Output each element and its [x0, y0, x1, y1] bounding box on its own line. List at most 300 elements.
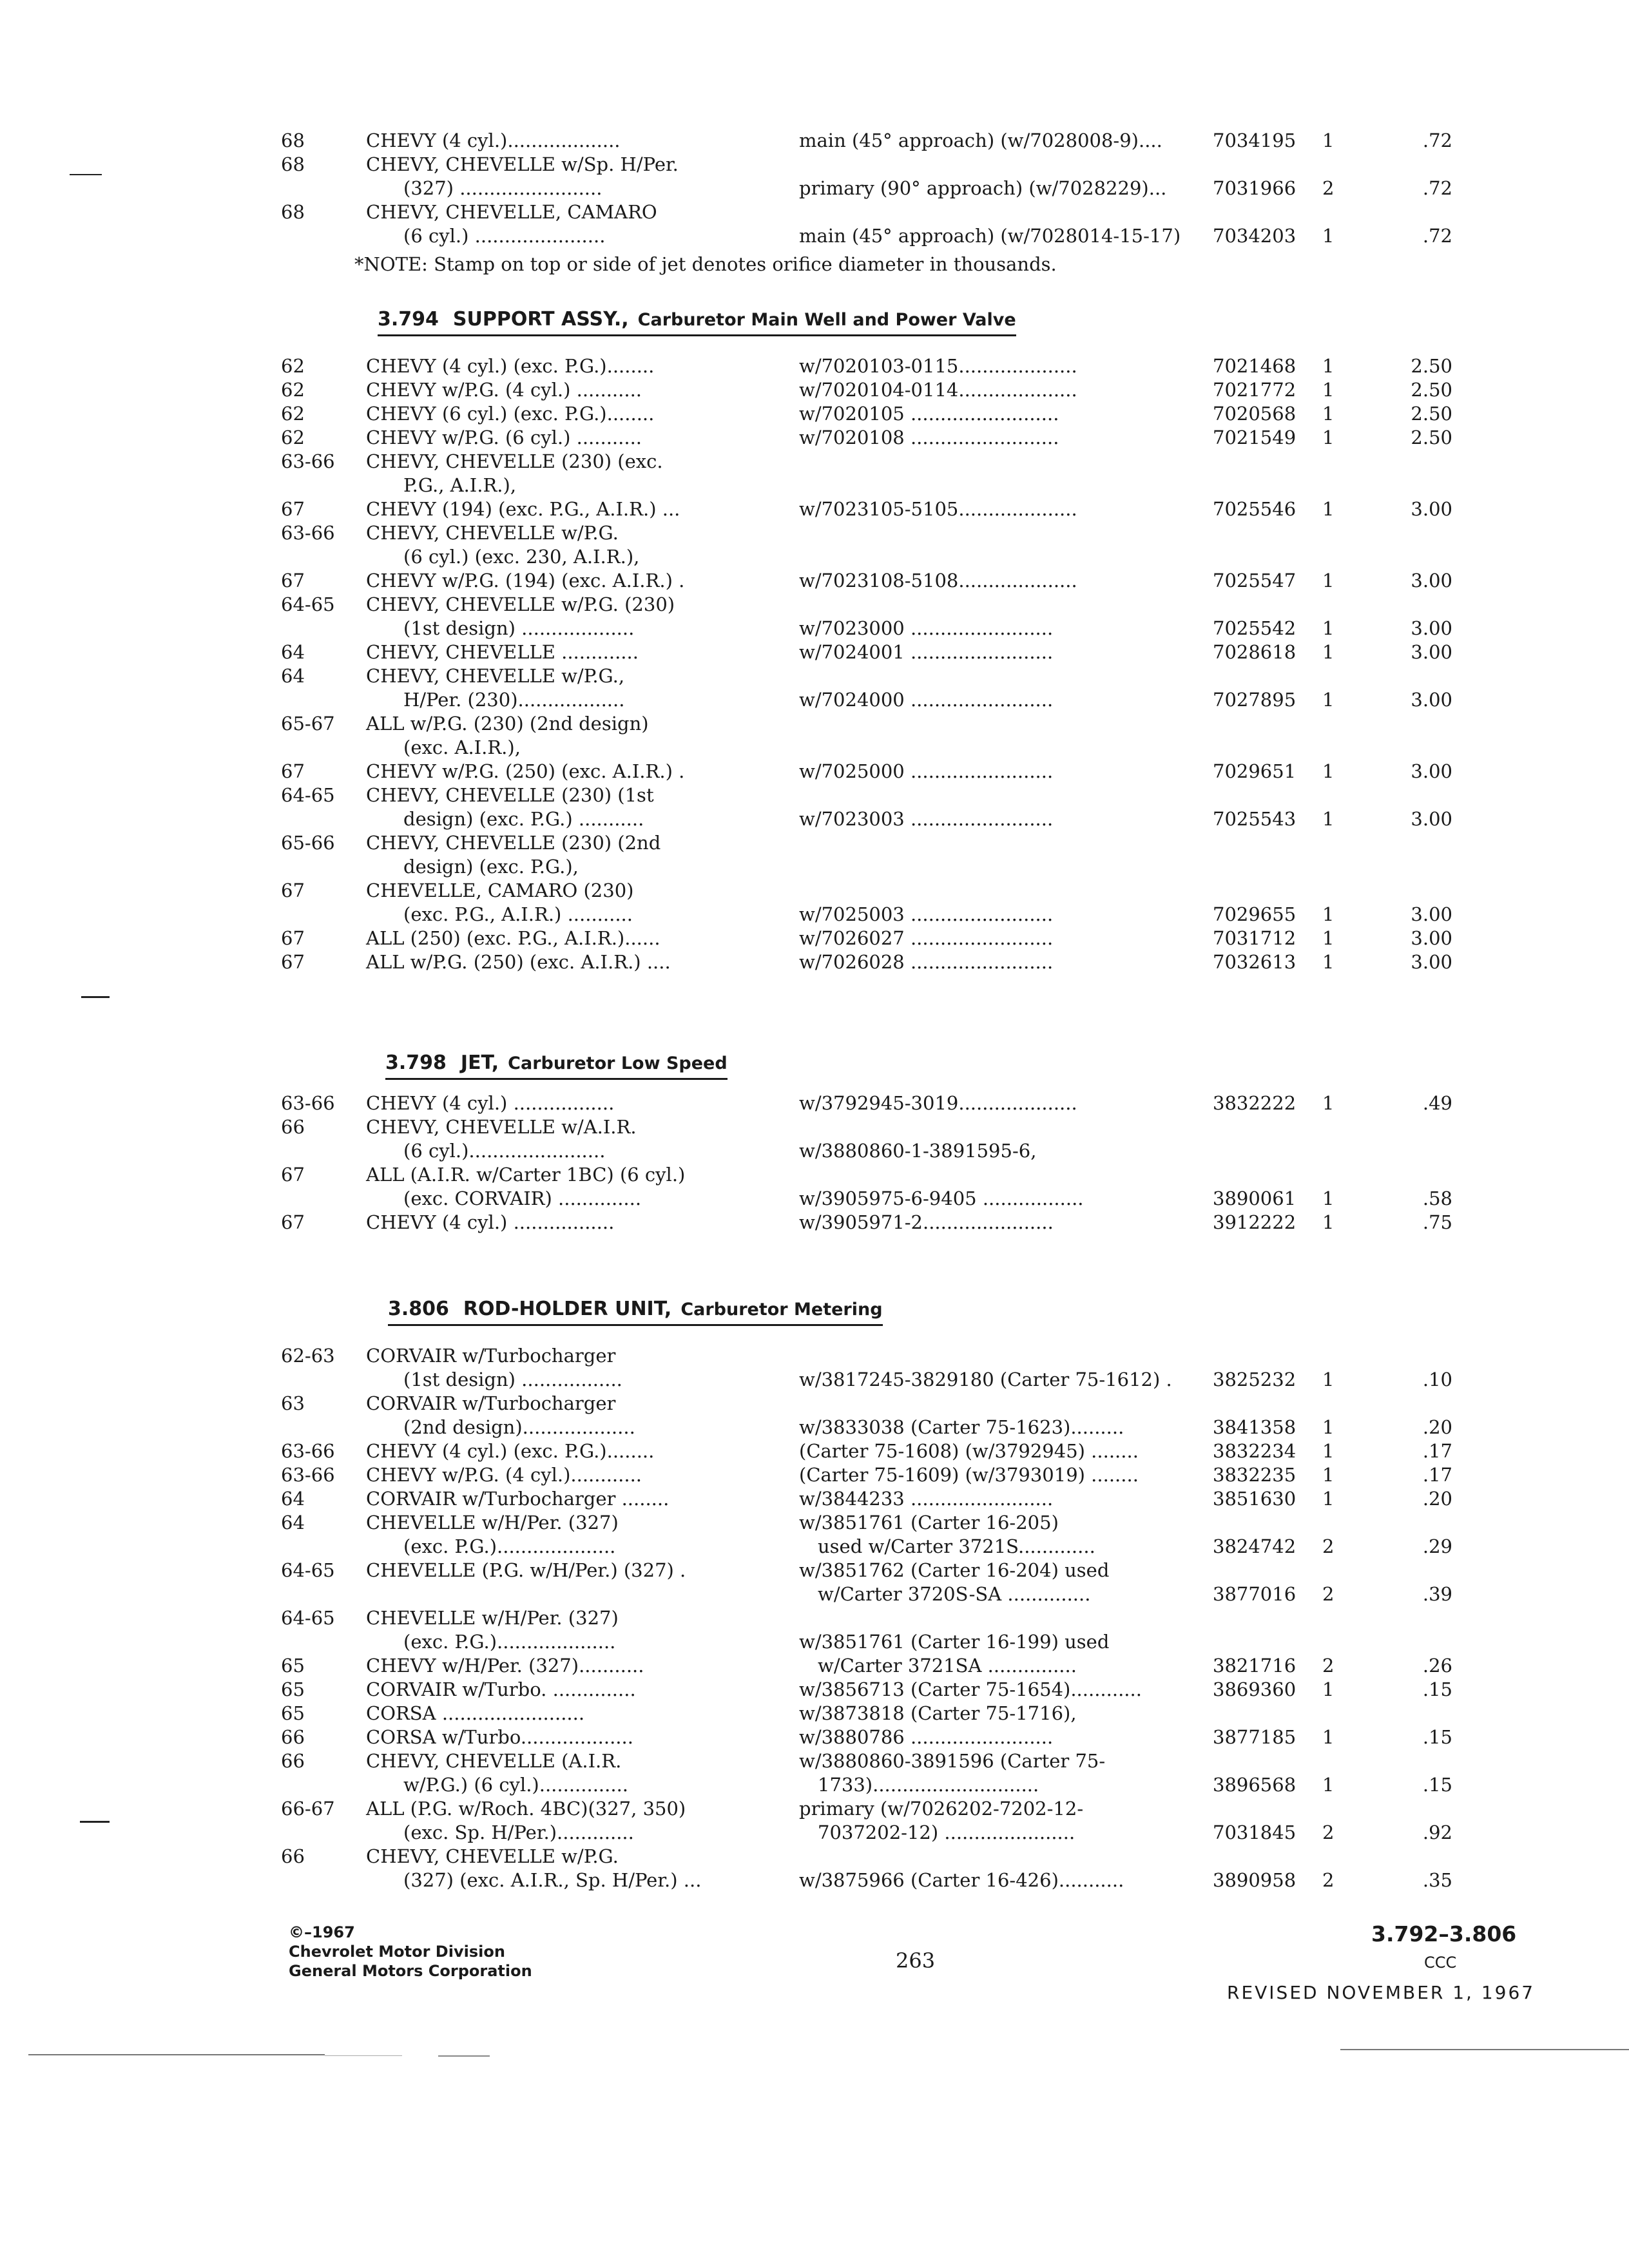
parts-row-continuation — [0, 1367, 1629, 1392]
description-cell: CHEVY, CHEVELLE w/P.G., — [366, 665, 625, 687]
note-text: *NOTE: Stamp on top or side of jet denotes orifice diameter in thousands. — [354, 253, 1057, 275]
description-cell: CORVAIR w/Turbocharger — [366, 1392, 616, 1414]
part-number-cell: 3912222 — [1213, 1211, 1296, 1233]
parts-row-continuation — [0, 687, 1629, 713]
quantity-cell: 1 — [1322, 617, 1335, 639]
parts-row-continuation — [0, 223, 1629, 249]
price-cell: .58 — [1422, 1187, 1452, 1209]
application-cell: w/3880860-3891596 (Carter 75- — [799, 1750, 1106, 1772]
description-cell: (1st design) ................... — [366, 617, 635, 639]
part-number-cell: 3821716 — [1213, 1655, 1296, 1677]
section-title-3806 — [388, 1296, 883, 1326]
part-number-cell: 7032613 — [1213, 951, 1296, 973]
parts-row — [0, 568, 1629, 593]
parts-row — [0, 830, 1629, 856]
quantity-cell: 1 — [1322, 225, 1335, 247]
parts-row — [0, 1748, 1629, 1774]
section-number: 3.794 — [378, 308, 439, 331]
year-cell: 67 — [281, 1164, 305, 1186]
parts-row-continuation — [0, 175, 1629, 201]
description-cell: CHEVY, CHEVELLE w/A.I.R. — [366, 1116, 637, 1138]
price-cell: 2.50 — [1411, 355, 1452, 377]
part-number-cell: 7025543 — [1213, 808, 1296, 830]
part-number-cell: 3890958 — [1213, 1869, 1296, 1891]
part-number-cell: 7025542 — [1213, 617, 1296, 639]
part-number-cell: 7029655 — [1213, 903, 1296, 925]
application-cell: w/3817245-3829180 (Carter 75-1612) . — [799, 1369, 1172, 1390]
description-cell: ALL (P.G. w/Roch. 4BC)(327, 350) — [366, 1798, 686, 1820]
quantity-cell: 1 — [1322, 1416, 1335, 1438]
section-title-3798 — [385, 1050, 728, 1080]
year-cell: 67 — [281, 927, 305, 949]
section-name: SUPPORT ASSY., — [452, 308, 629, 331]
description-cell: CHEVY w/H/Per. (327)........... — [366, 1655, 644, 1677]
application-cell: used w/Carter 3721S............. — [799, 1535, 1095, 1557]
application-cell: w/3880786 ........................ — [799, 1726, 1054, 1748]
parts-row-continuation — [0, 854, 1629, 879]
part-number-cell: 7021468 — [1213, 355, 1296, 377]
application-cell: w/3873818 (Carter 75-1716), — [799, 1702, 1077, 1724]
application-cell: w/3792945-3019.................... — [799, 1092, 1077, 1114]
price-cell: 3.00 — [1411, 808, 1452, 830]
parts-row — [0, 1438, 1629, 1464]
year-cell: 64 — [281, 1512, 305, 1533]
year-cell: 64-65 — [281, 1559, 335, 1581]
price-cell: .15 — [1422, 1726, 1452, 1748]
description-cell: H/Per. (230).................. — [366, 689, 625, 711]
description-cell: CHEVY, CHEVELLE ............. — [366, 641, 639, 663]
parts-row-continuation — [0, 1867, 1629, 1893]
group-range: 3.792–3.806 — [1371, 1921, 1517, 1946]
quantity-cell: 1 — [1322, 403, 1335, 425]
description-cell: (6 cyl.)....................... — [366, 1140, 606, 1162]
part-number-cell: 3890061 — [1213, 1187, 1296, 1209]
year-cell: 65 — [281, 1678, 305, 1700]
application-cell: w/7025000 ........................ — [799, 760, 1054, 782]
year-cell: 62-63 — [281, 1345, 335, 1367]
description-cell: CHEVY, CHEVELLE w/P.G. — [366, 1845, 619, 1867]
description-cell: CHEVY w/P.G. (4 cyl.)............ — [366, 1464, 642, 1486]
quantity-cell: 2 — [1322, 1535, 1335, 1557]
quantity-cell: 1 — [1322, 427, 1335, 448]
price-cell: .39 — [1422, 1583, 1452, 1605]
parts-row-continuation — [0, 1820, 1629, 1845]
description-cell: CHEVY w/P.G. (6 cyl.) ........... — [366, 427, 642, 448]
year-cell: 66 — [281, 1726, 305, 1748]
application-cell: main (45° approach) (w/7028008-9).... — [799, 130, 1162, 151]
price-cell: .17 — [1422, 1464, 1452, 1486]
description-cell: ALL w/P.G. (250) (exc. A.I.R.) .... — [366, 951, 671, 973]
description-cell: CHEVELLE w/H/Per. (327) — [366, 1512, 619, 1533]
catalog-code: CCC — [1424, 1954, 1457, 1972]
year-cell: 63 — [281, 1392, 305, 1414]
description-cell: CHEVY w/P.G. (250) (exc. A.I.R.) . — [366, 760, 685, 782]
price-cell: .35 — [1422, 1869, 1452, 1891]
parts-row — [0, 520, 1629, 546]
quantity-cell: 1 — [1322, 1678, 1335, 1700]
description-cell: (6 cyl.) (exc. 230, A.I.R.), — [366, 546, 640, 568]
application-cell: w/7024001 ........................ — [799, 641, 1054, 663]
part-number-cell: 7025546 — [1213, 498, 1296, 520]
parts-row-continuation — [0, 806, 1629, 832]
description-cell: (6 cyl.) ...................... — [366, 225, 606, 247]
corporation-text: General Motors Corporation — [289, 1962, 532, 1980]
part-number-cell: 7027895 — [1213, 689, 1296, 711]
application-cell: w/7026028 ........................ — [799, 951, 1054, 973]
parts-row — [0, 878, 1629, 903]
price-cell: 3.00 — [1411, 641, 1452, 663]
year-cell: 63-66 — [281, 1440, 335, 1462]
quantity-cell: 2 — [1322, 1583, 1335, 1605]
description-cell: CHEVY, CHEVELLE (230) (exc. — [366, 450, 663, 472]
quantity-cell: 1 — [1322, 951, 1335, 973]
quantity-cell: 1 — [1322, 130, 1335, 151]
application-cell: main (45° approach) (w/7028014-15-17) — [799, 225, 1181, 247]
description-cell: ALL (A.I.R. w/Carter 1BC) (6 cyl.) — [366, 1164, 686, 1186]
year-cell: 63-66 — [281, 1092, 335, 1114]
year-cell: 66 — [281, 1750, 305, 1772]
application-cell: w/3905971-2...................... — [799, 1211, 1054, 1233]
application-cell: w/3851761 (Carter 16-199) used — [799, 1631, 1110, 1653]
part-number-cell: 3832222 — [1213, 1092, 1296, 1114]
description-cell: CHEVY (4 cyl.) ................. — [366, 1092, 615, 1114]
year-cell: 64-65 — [281, 593, 335, 615]
parts-row — [0, 1462, 1629, 1488]
parts-row — [0, 1843, 1629, 1869]
parts-row — [0, 1510, 1629, 1535]
description-cell: CORSA w/Turbo................... — [366, 1726, 633, 1748]
quantity-cell: 1 — [1322, 1092, 1335, 1114]
parts-row-continuation — [0, 1414, 1629, 1440]
parts-row — [0, 639, 1629, 665]
section-number: 3.798 — [385, 1052, 447, 1074]
quantity-cell: 1 — [1322, 1488, 1335, 1510]
application-cell: w/3880860-1-3891595-6, — [799, 1140, 1037, 1162]
quantity-cell: 1 — [1322, 760, 1335, 782]
parts-row — [0, 663, 1629, 689]
parts-row — [0, 1090, 1629, 1116]
year-cell: 66 — [281, 1845, 305, 1867]
price-cell: 3.00 — [1411, 617, 1452, 639]
parts-row — [0, 199, 1629, 225]
part-number-cell: 7029651 — [1213, 760, 1296, 782]
description-cell: CHEVY, CHEVELLE (230) (2nd — [366, 832, 661, 854]
parts-row — [0, 1653, 1629, 1678]
quantity-cell: 1 — [1322, 903, 1335, 925]
price-cell: 3.00 — [1411, 903, 1452, 925]
description-cell: (exc. Sp. H/Per.)............. — [366, 1821, 634, 1843]
year-cell: 63-66 — [281, 1464, 335, 1486]
parts-row-continuation — [0, 1581, 1629, 1607]
section-number: 3.806 — [388, 1298, 449, 1320]
description-cell: CORSA ........................ — [366, 1702, 585, 1724]
year-cell: 67 — [281, 760, 305, 782]
application-cell: w/7020104-0114.................... — [799, 379, 1077, 401]
application-cell: w/3905975-6-9405 ................. — [799, 1187, 1084, 1209]
parts-row — [0, 758, 1629, 784]
price-cell: .92 — [1422, 1821, 1452, 1843]
description-cell: CHEVELLE (P.G. w/H/Per.) (327) . — [366, 1559, 686, 1581]
parts-row — [0, 1724, 1629, 1750]
description-cell: CHEVELLE w/H/Per. (327) — [366, 1607, 619, 1629]
price-cell: 2.50 — [1411, 379, 1452, 401]
section-title-3794 — [378, 307, 1016, 336]
parts-row-continuation — [0, 1772, 1629, 1798]
parts-row-continuation — [0, 1186, 1629, 1211]
margin-mark — [81, 996, 110, 998]
section-subtitle: Carburetor Main Well and Power Valve — [637, 310, 1016, 330]
quantity-cell: 1 — [1322, 808, 1335, 830]
year-cell: 67 — [281, 1211, 305, 1233]
price-cell: 3.00 — [1411, 689, 1452, 711]
year-cell: 62 — [281, 379, 305, 401]
quantity-cell: 1 — [1322, 1774, 1335, 1796]
division-text: Chevrolet Motor Division — [289, 1943, 505, 1961]
section-name: ROD-HOLDER UNIT, — [463, 1298, 672, 1320]
application-cell: w/7024000 ........................ — [799, 689, 1054, 711]
part-number-cell: 3832234 — [1213, 1440, 1296, 1462]
description-cell: (exc. A.I.R.), — [366, 736, 521, 758]
bottom-rule-right — [1340, 2049, 1629, 2050]
parts-row-continuation — [0, 735, 1629, 760]
quantity-cell: 1 — [1322, 1726, 1335, 1748]
price-cell: .20 — [1422, 1488, 1452, 1510]
parts-row — [0, 1209, 1629, 1235]
section-subtitle: Carburetor Low Speed — [508, 1053, 728, 1073]
price-cell: 2.50 — [1411, 403, 1452, 425]
bottom-rule-left — [28, 2054, 325, 2055]
price-cell: .75 — [1422, 1211, 1452, 1233]
part-number-cell: 3851630 — [1213, 1488, 1296, 1510]
part-number-cell: 7028618 — [1213, 641, 1296, 663]
quantity-cell: 1 — [1322, 641, 1335, 663]
year-cell: 68 — [281, 201, 305, 223]
description-cell: CHEVY (4 cyl.) (exc. P.G.)........ — [366, 1440, 655, 1462]
price-cell: .10 — [1422, 1369, 1452, 1390]
year-cell: 68 — [281, 153, 305, 175]
part-number-cell: 7034203 — [1213, 225, 1296, 247]
section-name: JET, — [460, 1052, 499, 1074]
application-cell: w/7023105-5105.................... — [799, 498, 1077, 520]
description-cell: CHEVY, CHEVELLE (230) (1st — [366, 784, 654, 806]
description-cell: P.G., A.I.R.), — [366, 474, 517, 496]
description-cell: CORVAIR w/Turbocharger — [366, 1345, 616, 1367]
part-number-cell: 3825232 — [1213, 1369, 1296, 1390]
description-cell: (exc. P.G., A.I.R.) ........... — [366, 903, 633, 925]
quantity-cell: 2 — [1322, 1869, 1335, 1891]
parts-row — [0, 448, 1629, 474]
year-cell: 62 — [281, 403, 305, 425]
parts-row — [0, 591, 1629, 617]
description-cell: CORVAIR w/Turbo. .............. — [366, 1678, 636, 1700]
year-cell: 64 — [281, 641, 305, 663]
bottom-rule-mid — [438, 2055, 490, 2057]
year-cell: 65 — [281, 1655, 305, 1677]
quantity-cell: 1 — [1322, 570, 1335, 591]
page-number: 263 — [896, 1948, 936, 1973]
application-cell: w/3851762 (Carter 16-204) used — [799, 1559, 1110, 1581]
quantity-cell: 2 — [1322, 177, 1335, 199]
part-number-cell: 7031845 — [1213, 1821, 1296, 1843]
part-number-cell: 7020568 — [1213, 403, 1296, 425]
parts-row — [0, 1486, 1629, 1512]
application-cell: (Carter 75-1608) (w/3792945) ........ — [799, 1440, 1139, 1462]
price-cell: 3.00 — [1411, 927, 1452, 949]
part-number-cell: 3841358 — [1213, 1416, 1296, 1438]
section-subtitle: Carburetor Metering — [680, 1300, 883, 1320]
year-cell: 67 — [281, 570, 305, 591]
part-number-cell: 7021549 — [1213, 427, 1296, 448]
application-cell: w/Carter 3721SA ............... — [799, 1655, 1077, 1677]
parts-row-continuation — [0, 1138, 1629, 1164]
application-cell: w/3875966 (Carter 16-426)........... — [799, 1869, 1124, 1891]
description-cell: CHEVY w/P.G. (4 cyl.) ........... — [366, 379, 642, 401]
bottom-rule-left2 — [325, 2055, 402, 2056]
parts-row — [0, 949, 1629, 975]
quantity-cell: 1 — [1322, 498, 1335, 520]
parts-row — [0, 711, 1629, 736]
parts-row — [0, 401, 1629, 427]
description-cell: (exc. P.G.).................... — [366, 1535, 616, 1557]
description-cell: (exc. P.G.).................... — [366, 1631, 616, 1653]
description-cell: CHEVELLE, CAMARO (230) — [366, 879, 634, 901]
part-number-cell: 3824742 — [1213, 1535, 1296, 1557]
application-cell: w/Carter 3720S-SA .............. — [799, 1583, 1091, 1605]
application-cell: w/7023003 ........................ — [799, 808, 1054, 830]
year-cell: 66 — [281, 1116, 305, 1138]
description-cell: (1st design) ................. — [366, 1369, 622, 1390]
description-cell: CHEVY (4 cyl.) ................. — [366, 1211, 615, 1233]
price-cell: .72 — [1422, 225, 1452, 247]
price-cell: .72 — [1422, 130, 1452, 151]
parts-row — [0, 1343, 1629, 1369]
part-number-cell: 7021772 — [1213, 379, 1296, 401]
parts-row — [0, 782, 1629, 808]
application-cell: w/7026027 ........................ — [799, 927, 1054, 949]
parts-row — [0, 1557, 1629, 1583]
parts-row — [0, 1162, 1629, 1187]
year-cell: 65-67 — [281, 713, 335, 735]
description-cell: ALL (250) (exc. P.G., A.I.R.)...... — [366, 927, 660, 949]
quantity-cell: 1 — [1322, 689, 1335, 711]
description-cell: CHEVY (4 cyl.)................... — [366, 130, 621, 151]
year-cell: 67 — [281, 879, 305, 901]
price-cell: 2.50 — [1411, 427, 1452, 448]
quantity-cell: 1 — [1322, 1440, 1335, 1462]
description-cell: design) (exc. P.G.), — [366, 856, 579, 878]
part-number-cell: 7031712 — [1213, 927, 1296, 949]
description-cell: CHEVY w/P.G. (194) (exc. A.I.R.) . — [366, 570, 685, 591]
description-cell: ALL w/P.G. (230) (2nd design) — [366, 713, 649, 735]
parts-row — [0, 128, 1629, 153]
description-cell: CHEVY, CHEVELLE w/P.G. — [366, 522, 619, 544]
quantity-cell: 1 — [1322, 1187, 1335, 1209]
parts-row — [0, 1605, 1629, 1631]
parts-row — [0, 1114, 1629, 1140]
parts-row — [0, 425, 1629, 450]
parts-row — [0, 1796, 1629, 1821]
application-cell: w/3833038 (Carter 75-1623)......... — [799, 1416, 1124, 1438]
parts-row-continuation — [0, 1629, 1629, 1655]
application-cell: w/3856713 (Carter 75-1654)............ — [799, 1678, 1142, 1700]
description-cell: design) (exc. P.G.) ........... — [366, 808, 644, 830]
parts-row — [0, 1390, 1629, 1416]
quantity-cell: 1 — [1322, 1369, 1335, 1390]
application-cell: w/7020108 ......................... — [799, 427, 1059, 448]
parts-row — [0, 377, 1629, 403]
year-cell: 67 — [281, 498, 305, 520]
price-cell: 3.00 — [1411, 951, 1452, 973]
description-cell: (2nd design)................... — [366, 1416, 635, 1438]
description-cell: CHEVY, CHEVELLE w/Sp. H/Per. — [366, 153, 679, 175]
application-cell: 7037202-12) ...................... — [799, 1821, 1075, 1843]
year-cell: 64-65 — [281, 784, 335, 806]
price-cell: .26 — [1422, 1655, 1452, 1677]
year-cell: 63-66 — [281, 522, 335, 544]
parts-row-continuation — [0, 544, 1629, 570]
price-cell: .29 — [1422, 1535, 1452, 1557]
application-cell: primary (w/7026202-7202-12- — [799, 1798, 1084, 1820]
parts-row — [0, 1700, 1629, 1726]
part-number-cell: 7025547 — [1213, 570, 1296, 591]
application-cell: w/3844233 ........................ — [799, 1488, 1054, 1510]
year-cell: 62 — [281, 427, 305, 448]
price-cell: .72 — [1422, 177, 1452, 199]
quantity-cell: 1 — [1322, 1211, 1335, 1233]
year-cell: 64 — [281, 1488, 305, 1510]
price-cell: .20 — [1422, 1416, 1452, 1438]
application-cell: w/3851761 (Carter 16-205) — [799, 1512, 1059, 1533]
quantity-cell: 1 — [1322, 1464, 1335, 1486]
parts-row-continuation — [0, 901, 1629, 927]
year-cell: 63-66 — [281, 450, 335, 472]
application-cell: w/7025003 ........................ — [799, 903, 1054, 925]
application-cell: primary (90° approach) (w/7028229)... — [799, 177, 1167, 199]
application-cell: (Carter 75-1609) (w/3793019) ........ — [799, 1464, 1139, 1486]
description-cell: (327) ........................ — [366, 177, 602, 199]
parts-row — [0, 925, 1629, 951]
part-number-cell: 3832235 — [1213, 1464, 1296, 1486]
description-cell: CHEVY, CHEVELLE, CAMARO — [366, 201, 657, 223]
part-number-cell: 3869360 — [1213, 1678, 1296, 1700]
year-cell: 64-65 — [281, 1607, 335, 1629]
application-cell: w/7020105 ......................... — [799, 403, 1059, 425]
price-cell: 3.00 — [1411, 570, 1452, 591]
quantity-cell: 2 — [1322, 1821, 1335, 1843]
year-cell: 66-67 — [281, 1798, 335, 1820]
application-cell: w/7020103-0115.................... — [799, 355, 1077, 377]
year-cell: 65-66 — [281, 832, 335, 854]
part-number-cell: 3877185 — [1213, 1726, 1296, 1748]
description-cell: CORVAIR w/Turbocharger ........ — [366, 1488, 670, 1510]
parts-row — [0, 496, 1629, 522]
year-cell: 65 — [281, 1702, 305, 1724]
application-cell: 1733)............................ — [799, 1774, 1039, 1796]
price-cell: 3.00 — [1411, 760, 1452, 782]
quantity-cell: 1 — [1322, 379, 1335, 401]
parts-row — [0, 151, 1629, 177]
price-cell: 3.00 — [1411, 498, 1452, 520]
price-cell: .15 — [1422, 1774, 1452, 1796]
description-cell: CHEVY (4 cyl.) (exc. P.G.)........ — [366, 355, 655, 377]
parts-row — [0, 1677, 1629, 1702]
description-cell: w/P.G.) (6 cyl.)............... — [366, 1774, 629, 1796]
application-cell: w/7023108-5108.................... — [799, 570, 1077, 591]
year-cell: 64 — [281, 665, 305, 687]
part-number-cell: 3896568 — [1213, 1774, 1296, 1796]
year-cell: 68 — [281, 130, 305, 151]
part-number-cell: 7031966 — [1213, 177, 1296, 199]
